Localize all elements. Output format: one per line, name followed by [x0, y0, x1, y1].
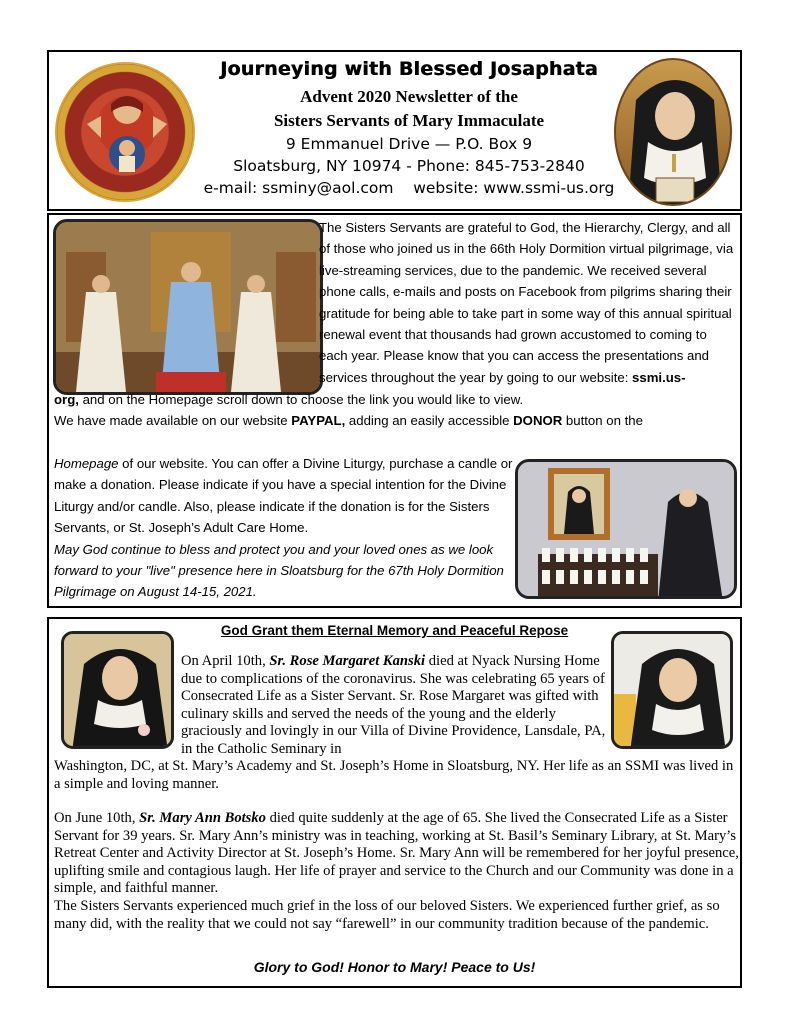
paypal-text-1: We have made available on our website — [54, 413, 292, 429]
sr-mary-ann-paragraph — [54, 810, 740, 898]
email-label: e-mail: — [203, 179, 263, 197]
memorial-heading: God Grant them Eternal Memory and Peaceful Repose — [220, 623, 569, 638]
sr-rose-margaret-photo — [61, 631, 174, 749]
address: 9 Emmanuel Drive — P.O. Box 9 — [285, 135, 533, 153]
website-reference-end[interactable]: org, — [54, 392, 79, 407]
sr-mary-ann-photo — [611, 631, 733, 749]
newsletter-title: Journeying with Blessed Josaphata — [220, 58, 598, 80]
website-reference[interactable]: ssmi.us- — [632, 369, 686, 385]
blessing-text: May God continue to bless and protect you and your loved ones as we look forward to your "live" presence here in Sloatsburg for the 67th Holy Dormition Pilgrimage on August 14-15, 2021. — [54, 541, 504, 600]
email-link[interactable]: ssminy@aol.com — [262, 179, 394, 197]
p2-intro: On June 10th, — [54, 810, 140, 826]
paypal-text-2: adding an easily accessible — [345, 413, 514, 429]
website-link[interactable]: www.ssmi-us.org — [483, 179, 615, 197]
donation-paragraph — [54, 453, 514, 603]
sr-mary-ann-name: Sr. Mary Ann Botsko — [139, 810, 266, 826]
paypal-label: PAYPAL, — [291, 413, 346, 429]
clergy-photo — [53, 219, 323, 395]
masthead — [199, 58, 619, 199]
website-label: website: — [413, 179, 484, 197]
p1-body: died at Nyack Nursing Home due to complications of the coronavirus. She was celebrating 65 years of Consecrated Life as a Sister Servant. Sr. Rose Margaret was gifted with culinary skills and served the needs of the young and the elderly graciously and lovingly in our Villa of Divine Providence, Lansdale, PA, in the Catholic Seminary in — [181, 653, 606, 757]
closing-acclamation: Glory to God! Honor to Mary! Peace to Us! — [253, 959, 536, 975]
grief-paragraph: The Sisters Servants experienced much grief in the loss of our beloved Sisters. We experienced further grief, as so many did, with the reality that we could not say “farewell” in our community tradition because of the pandemic. — [54, 898, 720, 932]
homepage-label: Homepage — [54, 456, 119, 471]
newsletter-edition: Advent 2020 Newsletter of the — [300, 87, 518, 106]
sr-rose-margaret-paragraph — [181, 653, 611, 758]
paypal-text-3: button on the — [562, 413, 643, 429]
homepage-instruction: and on the Homepage scroll down to choose the link you would like to view. — [78, 392, 524, 407]
pilgrimage-section — [47, 213, 742, 608]
p2-body: died quite suddenly at the age of 65. She lived the Consecrated Life as a Sister Servant for 39 years. Sr. Mary Ann’s ministry was in teaching, working at St. Basil’s Seminary Library, at St. Mary’s Retreat Center and Activity Director at St. Joseph’s Home. Sr. Mary Ann will be remembered for her joyful presence, uplifting smile and contagious laugh. Her life of prayer and service to the Church and our Community was done in a simple, and faithful manner. — [54, 810, 739, 896]
memorial-section — [47, 617, 742, 988]
donor-label: DONOR — [513, 413, 563, 429]
theotokos-icon — [55, 62, 195, 202]
contact-line — [199, 177, 619, 199]
gratitude-paragraph — [319, 217, 737, 388]
newsletter-header — [47, 50, 742, 211]
candles-photo — [515, 459, 737, 599]
sr-rose-margaret-name: Sr. Rose Margaret Kanski — [269, 653, 426, 669]
organization-name: Sisters Servants of Mary Immaculate — [273, 111, 545, 130]
paypal-paragraph — [54, 389, 739, 432]
blessed-josaphata-icon — [614, 58, 732, 206]
gratitude-text: The Sisters Servants are grateful to God, the Hierarchy, Clergy, and all of those who joined us in the 66th Holy Dormition virtual pilgrimage, via live-streaming services, due to the pandemic. We received several phone calls, e-mails and posts on Facebook from pilgrims sharing their gratitude for being able to take part in some way of this annual spiritual renewal event that thousands had grown accustomed to coming to each year. Please know that you can access the presentations and services throughout the year by going to our website: — [319, 220, 734, 385]
p1-intro: On April 10th, — [181, 653, 270, 669]
city-phone: Sloatsburg, NY 10974 - Phone: 845-753-2840 — [233, 157, 585, 175]
sr-rose-margaret-paragraph-end: Washington, DC, at St. Mary’s Academy and St. Joseph’s Home in Sloatsburg, NY. Her life as an SSMI was lived in a simple and loving manner. — [54, 758, 734, 792]
donation-text: of our website. You can offer a Divine Liturgy, purchase a candle or make a donation. Please indicate if you have a special intention for the Divine Liturgy and/or candle. Also, please indicate if the donation is for the Sisters Servants, or St. Joseph’s Adult Care Home. — [54, 456, 513, 536]
